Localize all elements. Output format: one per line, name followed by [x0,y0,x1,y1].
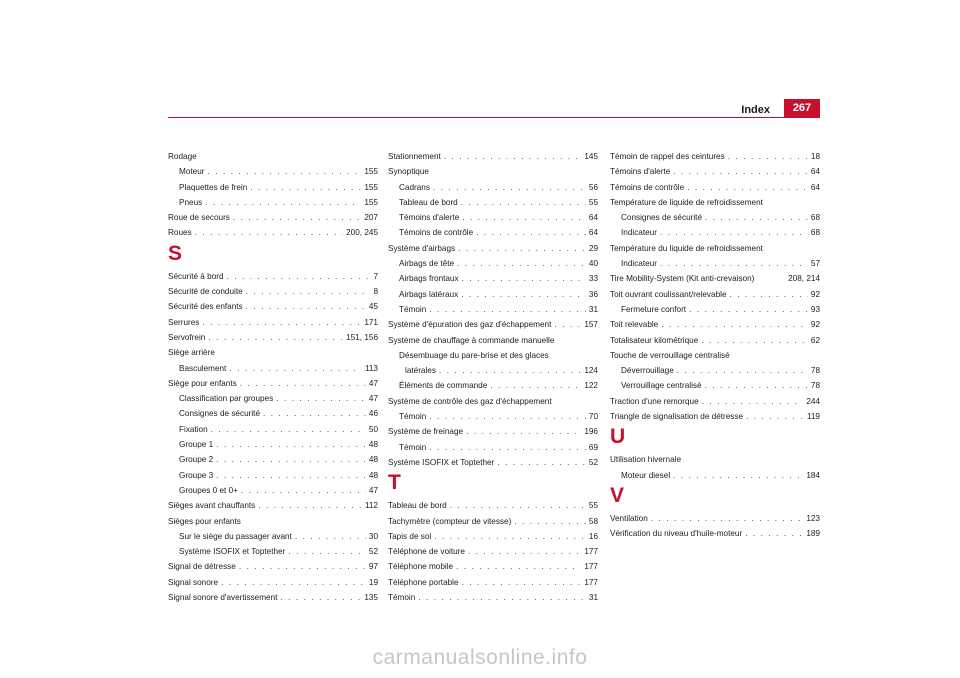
index-term: Tachymètre (compteur de vitesse) [388,516,512,526]
section-letter: U [610,425,626,449]
page-reference: 78 [810,381,820,391]
section-letter: S [168,241,183,265]
index-term: Téléphone mobile [388,562,454,572]
dot-leader [462,210,586,225]
dot-leader [701,333,808,348]
page-reference: 68 [810,228,820,238]
index-entry [388,498,598,513]
dot-leader [429,440,586,455]
index-entry [610,271,820,286]
index-heading: Synoptique [388,167,429,177]
index-term: Pneus [179,197,203,207]
index-term: Groupe 2 [179,455,214,465]
index-term: latérales [405,366,436,376]
index-entry [168,269,378,284]
page-reference: 119 [806,412,820,422]
dot-leader [239,559,366,574]
dot-leader [514,514,586,529]
index-heading: Touche de verrouillage centralisé [610,350,730,360]
page-reference: 155 [364,197,378,207]
index-entry [168,529,378,544]
index-term: Cadrans [399,182,430,192]
index-entry [168,361,378,376]
index-term: Groupes 0 et 0+ [179,485,238,495]
index-entry [610,149,820,164]
index-term: Moteur diesel [621,470,671,480]
index-heading: Utilisation hivernale [610,455,681,465]
page-reference: 92 [810,289,820,299]
index-term: Témoin [388,593,416,603]
index-heading: Sièges pour enfants [168,516,241,526]
dot-leader [705,210,808,225]
page-reference: 33 [588,274,598,284]
dot-leader [429,409,586,424]
index-entry [388,440,598,455]
page-reference: 69 [588,442,598,452]
index-entry [388,271,598,286]
index-term: Triangle de signalisation de détresse [610,412,744,422]
dot-leader [677,363,808,378]
index-term: Consignes de sécurité [621,213,703,223]
index-entry [610,394,820,409]
dot-leader [689,302,808,317]
dot-leader [221,575,366,590]
index-term: Témoin [399,442,427,452]
page-reference: 47 [368,378,378,388]
index-entry [168,210,378,225]
page-reference: 56 [588,182,598,192]
index-term: Témoin de rappel des ceintures [610,152,725,161]
index-heading: Système de contrôle des gaz d'échappement [388,396,552,406]
index-entry [388,149,598,164]
index-entry [388,409,598,424]
index-term: Sécurité des enfants [168,302,243,312]
dot-leader [660,225,808,240]
dot-leader [687,180,808,195]
index-term: Système de freinage [388,427,464,437]
page-reference: 52 [368,547,378,557]
page-reference: 52 [588,457,598,467]
dot-leader [208,330,343,345]
page-reference: 135 [364,593,378,603]
index-entry [388,529,598,544]
header-rule [168,117,820,118]
page-reference: 62 [810,335,820,345]
dot-leader [418,590,586,605]
dot-leader [216,437,366,452]
dot-leader [468,544,581,559]
dot-leader [240,376,366,391]
dot-leader [195,225,343,240]
index-entry [388,514,598,529]
index-term: Déverrouillage [621,366,674,376]
index-entry [168,437,378,452]
page-reference: 124 [584,366,598,376]
page-reference: 50 [368,424,378,434]
dot-leader [497,455,586,470]
dot-leader [661,317,808,332]
index-heading: Température du liquide de refroidissement [610,243,763,253]
index-entry [168,422,378,437]
index-term: Système d'airbags [388,243,456,253]
index-term: Téléphone portable [388,577,459,587]
index-term: Roues [168,228,192,238]
dot-leader [429,302,586,317]
dot-leader [250,180,361,195]
index-term: Groupe 1 [179,440,214,450]
page-title: Index [741,104,770,116]
index-term: Signal de détresse [168,562,236,572]
dot-leader [456,559,581,574]
page-reference: 48 [368,440,378,450]
index-entry [168,391,378,406]
dot-leader [728,149,808,164]
index-term: Indicateur [621,228,657,238]
index-entry [388,424,598,439]
index-term: Verrouillage centralisé [621,381,702,391]
page-reference: 177 [584,562,598,572]
page-reference: 47 [368,394,378,404]
page-reference: 145 [584,152,598,161]
index-entry [388,455,598,470]
page-reference: 68 [810,213,820,223]
index-entry [610,378,820,393]
page-reference: 78 [810,366,820,376]
index-term: Éléments de commande [399,381,488,391]
index-term: Roue de secours [168,213,230,223]
index-term: Tire Mobility-System (Kit anti-crevaison) [610,274,755,284]
page-reference: 177 [584,577,598,587]
page-reference: 184 [806,470,820,480]
index-entry [168,330,378,345]
index-term: Sièges avant chauffants [168,501,256,511]
index-term: Système ISOFIX et Toptether [388,457,495,467]
index-term: Stationnement [388,152,441,161]
index-entry [388,317,598,332]
page-reference: 113 [364,363,378,373]
page-reference: 244 [806,396,820,406]
index-term: Ventilation [610,513,648,523]
dot-leader [246,299,366,314]
dot-leader [241,483,366,498]
index-term: Témoin [399,304,427,314]
dot-leader [207,164,361,179]
dot-leader [461,287,586,302]
page-reference: 36 [588,289,598,299]
index-term: Fixation [179,424,208,434]
index-entry [610,511,820,526]
dot-leader [702,394,804,409]
page-reference: 97 [368,562,378,572]
index-entry [168,225,378,240]
index-term: Témoins de contrôle [610,182,685,192]
dot-leader [673,468,803,483]
dot-leader [263,406,366,421]
page-reference: 122 [584,381,598,391]
index-entry [610,225,820,240]
page-reference: 155 [364,167,378,177]
page-reference: 40 [588,259,598,269]
dot-leader [457,256,586,271]
dot-leader [705,378,808,393]
index-entry [388,180,598,195]
index-term: Système ISOFIX et Toptether [179,547,286,557]
page-reference: 47 [368,485,378,495]
dot-leader [280,590,361,605]
index-entry [388,195,598,210]
index-entry [610,317,820,332]
index-entry [610,164,820,179]
index-term: Sécurité de conduite [168,287,243,297]
index-entry [388,363,598,378]
index-entry [168,164,378,179]
index-term: Sécurité à bord [168,271,224,281]
page-reference: 16 [588,531,598,541]
dot-leader [433,180,586,195]
page-reference: 30 [368,531,378,541]
index-heading: Siège arrière [168,348,215,358]
page-reference: 200, 245 [346,228,378,238]
index-entry [388,559,598,574]
index-term: Tableau de bord [388,501,447,511]
index-entry [168,299,378,314]
index-entry [610,333,820,348]
index-entry [388,256,598,271]
index-term: Système d'épuration des gaz d'échappement [388,320,552,330]
index-entry [168,452,378,467]
index-entry [610,526,820,541]
index-heading: Désembuage du pare-brise et des glaces [399,350,549,360]
index-entry [388,378,598,393]
index-term: Tableau de bord [399,197,458,207]
index-term: Signal sonore [168,577,219,587]
page-reference: 7 [373,271,378,281]
page-reference: 48 [368,455,378,465]
page-reference: 92 [810,320,820,330]
index-column-1 [168,149,378,605]
index-term: Toit relevable [610,320,659,330]
page-reference: 93 [810,304,820,314]
index-term: Traction d'une remorque [610,396,699,406]
dot-leader [554,317,581,332]
index-entry [168,468,378,483]
section-letter: T [388,471,401,495]
dot-leader [490,378,581,393]
dot-leader [216,468,366,483]
index-entry [610,363,820,378]
index-entry [388,241,598,256]
index-term: Airbags latéraux [399,289,459,299]
page-reference: 46 [368,409,378,419]
dot-leader [462,575,582,590]
dot-leader [745,526,803,541]
footer-watermark[interactable]: carmanualsonline.info [372,646,588,669]
page-reference: 157 [584,320,598,330]
index-term: Témoins d'alerte [399,213,460,223]
dot-leader [227,269,371,284]
dot-leader [466,424,581,439]
index-entry [388,287,598,302]
index-term: Airbags frontaux [399,274,459,284]
index-entry [388,210,598,225]
dot-leader [450,498,586,513]
dot-leader [246,284,371,299]
index-entry [388,225,598,240]
page-reference: 31 [588,304,598,314]
index-entry [610,256,820,271]
index-entry [610,287,820,302]
index-term: Basculement [179,363,227,373]
page-number-badge: 267 [784,99,820,117]
dot-leader [746,409,804,424]
section-letter: V [610,483,625,507]
page-reference: 8 [373,287,378,297]
index-entry [610,180,820,195]
page-reference: 64 [588,213,598,223]
index-term: Totalisateur kilométrique [610,335,699,345]
page-reference: 18 [810,152,820,161]
dot-leader [462,271,586,286]
index-term: Téléphone de voiture [388,547,465,557]
index-entry [610,409,820,424]
index-term: Fermeture confort [621,304,687,314]
page-reference: 64 [588,228,598,238]
index-term: Signal sonore d'avertissement [168,593,278,603]
page-reference: 55 [588,197,598,207]
page-reference: 57 [810,259,820,269]
index-entry [168,406,378,421]
dot-leader [202,315,361,330]
index-entry [168,559,378,574]
dot-leader [211,422,366,437]
page-reference: 31 [588,593,598,603]
page-reference: 19 [368,577,378,587]
dot-leader [476,225,586,240]
dot-leader [229,361,362,376]
index-entry [610,468,820,483]
page-reference: 189 [806,529,820,539]
index-column-3 [610,149,820,542]
dot-leader [434,529,586,544]
page-reference: 177 [584,547,598,557]
dot-leader [673,164,808,179]
index-term: Sur le siège du passager avant [179,531,292,541]
index-term: Témoin [399,412,427,422]
page-reference: 208, 214 [788,274,820,284]
index-heading: Température de liquide de refroidissement [610,197,763,207]
page-reference: 70 [588,412,598,422]
dot-leader [288,544,366,559]
index-entry [168,483,378,498]
page-reference: 155 [364,182,378,192]
index-term: Consignes de sécurité [179,409,261,419]
index-entry [168,544,378,559]
index-term: Serrures [168,317,200,327]
index-entry [610,210,820,225]
index-entry [168,498,378,513]
index-entry [168,376,378,391]
dot-leader [233,210,361,225]
dot-leader [730,287,808,302]
index-entry [610,302,820,317]
index-term: Plaquettes de frein [179,182,248,192]
page-reference: 45 [368,302,378,312]
page-reference: 55 [588,501,598,511]
dot-leader [461,195,586,210]
dot-leader [295,529,366,544]
index-term: Classification par groupes [179,394,274,404]
dot-leader [651,511,804,526]
page-reference: 64 [810,182,820,192]
dot-leader [205,195,361,210]
index-entry [168,315,378,330]
index-term: Servofrein [168,332,206,342]
page-reference: 64 [810,167,820,177]
index-term: Vérification du niveau d'huile-moteur [610,529,743,539]
index-entry [168,180,378,195]
index-heading: Rodage [168,152,197,161]
index-term: Toit ouvrant coulissant/relevable [610,289,727,299]
dot-leader [439,363,581,378]
index-entry [168,590,378,605]
page-reference: 207 [364,213,378,223]
page-reference: 171 [364,317,378,327]
index-heading: Système de chauffage à commande manuelle [388,335,555,345]
page-reference: 112 [364,501,378,511]
index-term: Témoins de contrôle [399,228,474,238]
dot-leader [258,498,362,513]
index-term: Airbags de tête [399,259,455,269]
index-entry [168,195,378,210]
index-entry [388,544,598,559]
page-reference: 151, 156 [346,332,378,342]
page-reference: 123 [806,513,820,523]
dot-leader [216,452,366,467]
index-entry [168,284,378,299]
index-term: Tapis de sol [388,531,432,541]
index-entry [388,575,598,590]
dot-leader [444,149,582,164]
index-term: Siège pour enfants [168,378,237,388]
index-term: Moteur [179,167,205,177]
page-reference: 196 [584,427,598,437]
page-reference: 29 [588,243,598,253]
index-column-2 [388,149,598,605]
index-term: Indicateur [621,259,657,269]
index-entry [168,575,378,590]
index-term: Témoins d'alerte [610,167,671,177]
dot-leader [458,241,586,256]
index-term: Groupe 3 [179,470,214,480]
dot-leader [276,391,366,406]
index-entry [388,302,598,317]
index-entry [388,590,598,605]
page-reference: 58 [588,516,598,526]
dot-leader [660,256,808,271]
page-reference: 48 [368,470,378,480]
